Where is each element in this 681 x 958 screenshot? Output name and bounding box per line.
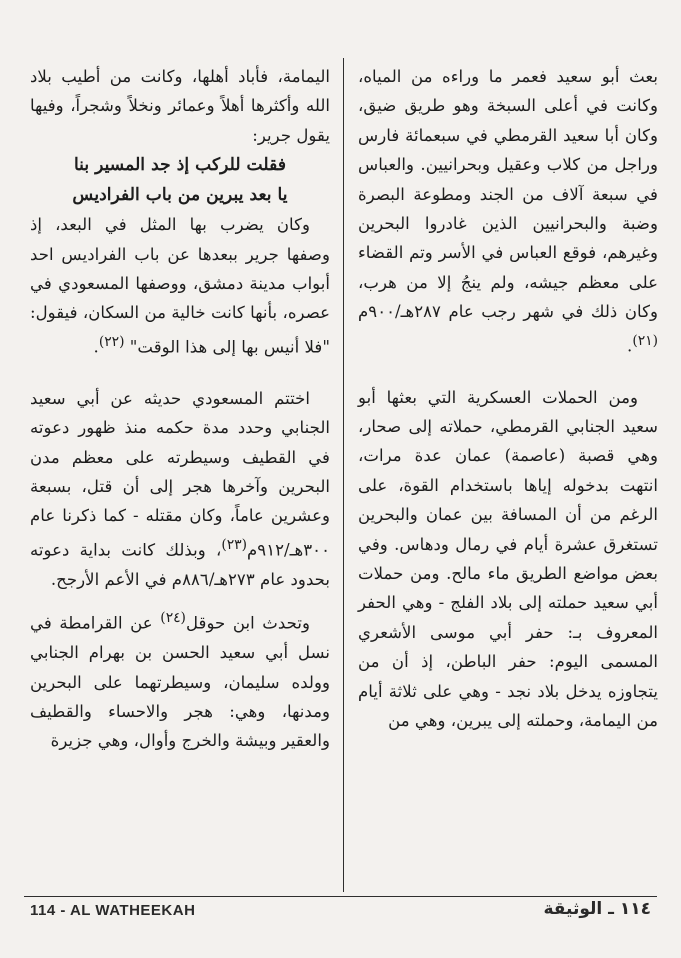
paragraph-text: اختتم المسعودي حديثه عن أبي سعيد الجنابي وحدد مدة حكمه منذ ظهور دعوته في القطيف وسيطرته على معظم مدن البحرين وآخرها هجر إلى أن قتل، بسبعة وعشرين عاماً، وكان مقتله - كما ذكرنا عام ٣٠٠هـ/٩١٢م — [30, 388, 330, 560]
paragraph — [30, 604, 330, 756]
paragraph: وكان يضرب بها المثل في البعد، إذ وصفها جرير ببعدها عن باب الفراديس احد أبواب مدينة دمشق، ووصفها المسعودي في عصره، بأنها كانت خالية من السكان، فيقول: "فلا أنيس بها إلى هذا الوقت" $^{(٢٢)}$. — [30, 215, 330, 357]
poem-verse-line: يا بعد يبرين من باب الفراديس — [72, 185, 288, 206]
paragraph: ومن الحملات العسكرية التي بعثها أبو سعيد الجنابي القرمطي، حملاته إلى صحار، وهي قصبة (عاصمة) عمان عدة مرات، انتهت بدخوله إياها باستخدام القوة، على الرغم من أن المسافة بين عمان والبحرين تستغرق عشرة أيام في رمال ودهاس. وفي بعض مواضع الطريق ماء مالح. ومن حملات أبي سعيد حملته إلى بلاد الفلج - وهي الحفر المعروف بـ: حفر أبي موسى الأشعري المسمى اليوم: حفر الباطن، إذ أن من يتجاوزه يدخل بلاد نجد - وهي على ثلاثة أيام من اليمامة، وحملته إلى يبرين، وهي من — [358, 387, 658, 731]
paragraph-text: وكان يضرب بها المثل في البعد، إذ وصفها جرير ببعدها عن باب الفراديس احد أبواب مدينة دمشق، ووصفها المسعودي في عصره، بأنها كانت خالية من السكان، فيقول: "فلا أنيس بها إلى هذا الوقت" — [30, 215, 330, 357]
footer-rule — [24, 896, 657, 897]
footnote-ref: (٢٢) — [98, 333, 125, 350]
column-divider — [343, 58, 344, 892]
paragraph: بعث أبو سعيد فعمر ما وراءه من المياه، وكانت في أعلى السبخة وهو طريق ضيق، وكان أبا سعيد القرمطي في سبعمائة فارس وراجل من كلاب وعقيل وبحرانيين. والعباس في سبعة آلاف من الجند ومطوعة البصرة وضبة والبحرانيين الذين غادروا البحرين وغيرهم، فوقع العباس في الأسر وتم القضاء على معظم جيشه، ولم ينجُ إلا من هرب، وكان ذلك في شهر رجب عام ٢٨٧هـ/٩٠٠م $^{(٢١)}$. — [358, 67, 658, 356]
paragraph-text: وتحدث ابن حوقل — [185, 613, 310, 633]
paragraph — [30, 384, 330, 594]
paragraph: اليمامة، فأباد أهلها، وكانت من أطيب بلاد الله وأكثرها أهلاً وعمائر ونخلاً وشجراً، وفيها يقول جرير: — [30, 67, 330, 145]
right-column — [358, 62, 658, 735]
footnote-ref: (٢٣) — [221, 536, 248, 553]
paragraph-text: ، وبذلك كانت بداية دعوته بحدود عام ٢٧٣هـ/٨٨٦م في الأعم الأرجح. — [30, 540, 330, 589]
footnote-ref: (٢٤) — [160, 610, 186, 627]
paragraph-text: بعث أبو سعيد فعمر ما وراءه من المياه، وكانت في أعلى السبخة وهو طريق ضيق، وكان أبا سعيد القرمطي في سبعمائة فارس وراجل من كلاب وعقيل وبحرانيين. والعباس في سبعة آلاف من الجند ومطوعة البصرة وضبة والبحرانيين الذين غادروا البحرين وغيرهم، فوقع العباس في الأسر وتم القضاء على معظم جيشه، ولم ينجُ إلا من هرب، وكان ذلك في شهر رجب عام ٢٨٧هـ/٩٠٠م — [358, 67, 658, 322]
paragraph-text: عن القرامطة في نسل أبي سعيد الحسن بن بهرام الجنابي وولده سليمان، وسيطرتهما على البحرين ومدنها، وهي: هجر والاحساء والقطيف والعقير وبيشة والخرج وأوال، وهي جزيرة — [30, 613, 330, 751]
footer-page-label-latin: 114 - AL WATHEEKAH — [30, 902, 196, 919]
footer-page-label-arabic: ١١٤ ـ الوثيقة — [543, 899, 651, 919]
footnote-ref: (٢١) — [632, 332, 658, 349]
left-column — [30, 62, 330, 756]
poem-verse-line: فقلت للركب إذ جد المسير بنا — [73, 155, 287, 176]
